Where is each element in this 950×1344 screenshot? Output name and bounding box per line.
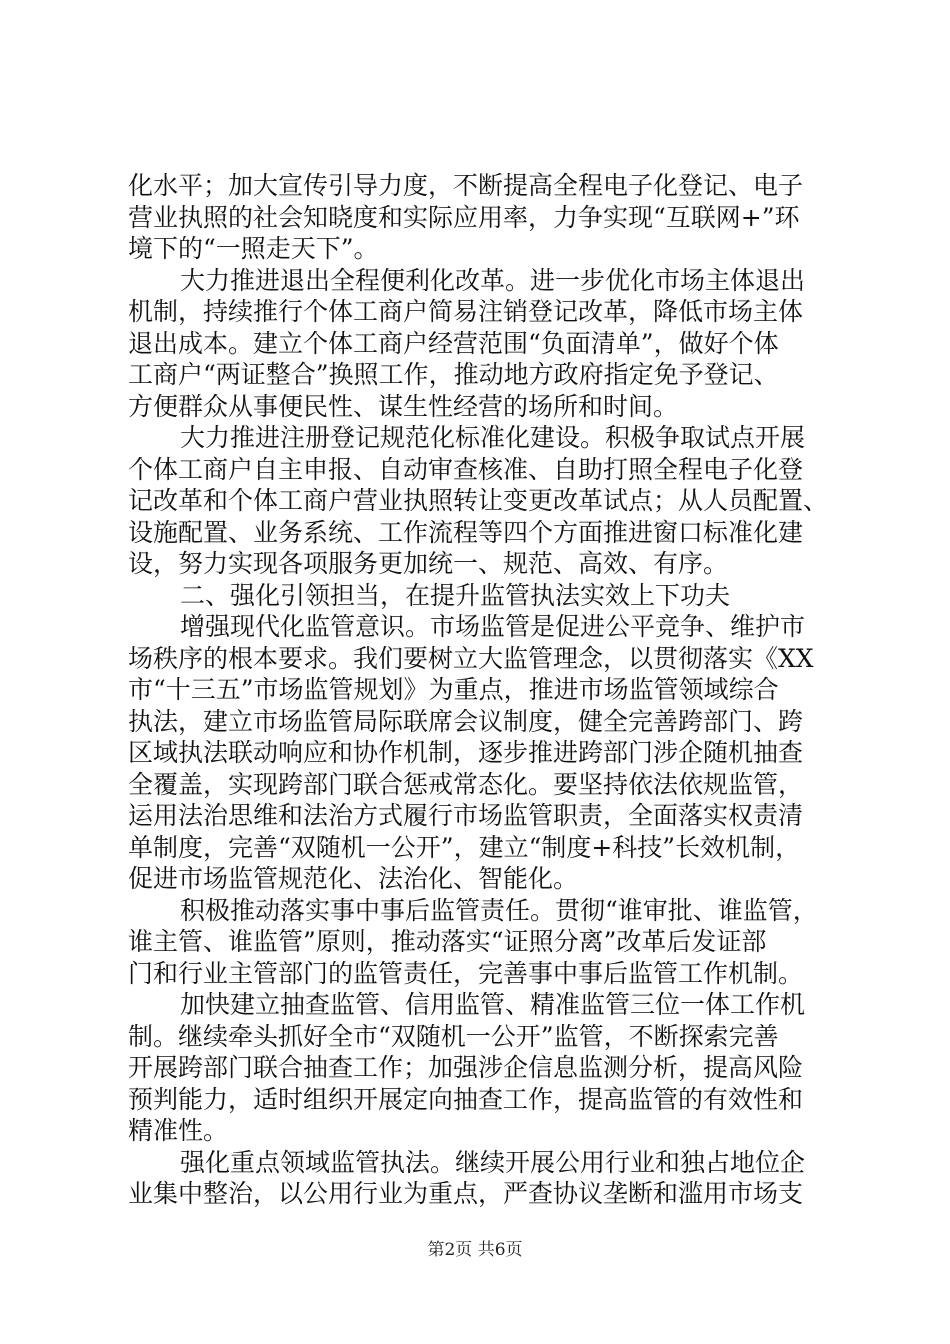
text-line: 退出成本。建立个体工商户经营范围“负面清单”，做好个体 (128, 328, 779, 358)
text-line: 制。继续牵头抓好全市“双随机一公开”监管，不断探索完善 (128, 1021, 779, 1051)
text-line: 业集中整治，以公用行业为重点，严查协议垄断和滥用市场支 (128, 1179, 804, 1208)
text-line: 强化重点领域监管执法。继续开展公用行业和独占地位企 (180, 1147, 806, 1177)
text-line: 方便群众从事便民性、谋生性经营的场所和时间。 (128, 391, 679, 421)
text-line: 大力推进退出全程便利化改革。进一步优化市场主体退出 (180, 265, 806, 295)
text-line: 加快建立抽查监管、信用监管、精准监管三位一体工作机 (180, 990, 806, 1019)
text-line: 促进市场监管规范化、法治化、智能化。 (128, 864, 579, 893)
text-line: 记改革和个体工商户营业执照转让变更改革试点；从人员配置、 (128, 486, 829, 515)
text-line: 积极推动落实事中事后监管责任。贯彻“谁审批、谁监管， (180, 895, 818, 925)
text-line: 区域执法联动响应和协作机制，逐步推进跨部门涉企随机抽查 (128, 738, 804, 767)
text-line: 开展跨部门联合抽查工作；加强涉企信息监测分析，提高风险 (128, 1053, 804, 1082)
text-line: 营业执照的社会知晓度和实际应用率，力争实现“互联网+”环 (128, 202, 800, 232)
text-line: 大力推进注册登记规范化标准化建设。积极争取试点开展 (180, 423, 806, 452)
text-line: 化水平；加大宣传引导力度，不断提高全程电子化登记、电子 (128, 171, 804, 200)
text-line: 运用法治思维和法治方式履行市场监管职责，全面落实权责清 (128, 801, 804, 830)
page-footer: 第2页 共6页 (427, 1240, 523, 1260)
text-line: 精准性。 (128, 1116, 229, 1145)
text-line: 二、强化引领担当，在提升监管执法实效上下功夫 (180, 580, 731, 610)
document-body (128, 170, 834, 1210)
text-line: 谁主管、谁监管”原则，推动落实“证照分离”改革后发证部 (128, 927, 767, 956)
text-line: 增强现代化监管意识。市场监管是促进公平竞争、维护市 (180, 612, 806, 641)
text-line: 执法，建立市场监管局际联席会议制度，健全完善跨部门、跨 (128, 706, 804, 736)
text-line: 场秩序的根本要求。我们要树立大监管理念，以贯彻落实《XX (128, 643, 814, 673)
text-line: 设，努力实现各项服务更加统一、规范、高效、有序。 (128, 549, 729, 578)
text-line: 机制，持续推行个体工商户简易注销登记改革，降低市场主体 (128, 297, 804, 326)
text-line: 工商户“两证整合”换照工作，推动地方政府指定免予登记、 (128, 360, 779, 389)
text-line: 境下的“一照走天下”。 (128, 234, 379, 263)
text-line: 单制度，完善“双随机一公开”，建立“制度+科技”长效机制， (128, 832, 801, 862)
text-line: 门和行业主管部门的监管责任，完善事中事后监管工作机制。 (128, 958, 804, 988)
text-line: 个体工商户自主申报、自动审查核准、自助打照全程电子化登 (128, 454, 804, 484)
text-line: 设施配置、业务系统、工作流程等四个方面推进窗口标准化建 (128, 517, 804, 547)
text-line: 预判能力，适时组织开展定向抽查工作，提高监管的有效性和 (128, 1084, 804, 1114)
text-line: 全覆盖，实现跨部门联合惩戒常态化。要坚持依法依规监管， (128, 769, 804, 799)
text-line: 市“十三五”市场监管规划》为重点，推进市场监管领域综合 (128, 675, 779, 704)
